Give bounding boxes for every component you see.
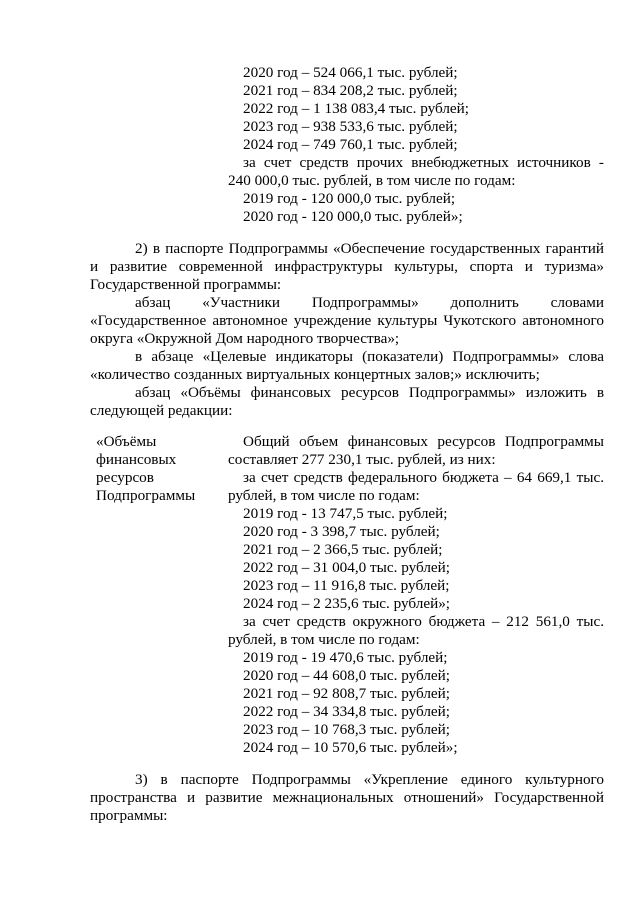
paragraph-line: 2) в паспорте Подпрограммы «Обеспечение государственных гарантий — [135, 240, 604, 257]
paragraph-line: следующей редакции: — [90, 402, 233, 419]
budget-year-line: 2020 год - 120 000,0 тыс. рублей»; — [243, 208, 463, 225]
budget-year-line: 2019 год - 19 470,6 тыс. рублей; — [243, 649, 448, 666]
paragraph-line: и развитие современной инфраструктуры культуры, спорта и туризма» — [90, 258, 604, 275]
budget-year-line: 2023 год – 938 533,6 тыс. рублей; — [243, 118, 458, 135]
budget-year-line: 2022 год – 34 334,8 тыс. рублей; — [243, 703, 451, 720]
table-cell-line: рублей, в том числе по годам: — [228, 487, 420, 504]
budget-year-line: 2021 год – 92 808,7 тыс. рублей; — [243, 685, 451, 702]
table-row-label: ресурсов — [96, 469, 154, 486]
table-row-label: «Объёмы — [96, 433, 157, 450]
paragraph-line: абзац «Объёмы финансовых ресурсов Подпрограммы» изложить в — [135, 384, 604, 401]
budget-year-line: 2019 год - 13 747,5 тыс. рублей; — [243, 505, 448, 522]
budget-year-line: 2024 год – 749 760,1 тыс. рублей; — [243, 136, 458, 153]
paragraph-line: в абзаце «Целевые индикаторы (показатели) Подпрограммы» слова — [135, 348, 604, 365]
budget-year-line: 2019 год - 120 000,0 тыс. рублей; — [243, 190, 456, 207]
budget-year-line: 2022 год – 1 138 083,4 тыс. рублей; — [243, 100, 470, 117]
paragraph-line: 3) в паспорте Подпрограммы «Укрепление единого культурного — [135, 771, 604, 788]
table-cell-line: Общий объем финансовых ресурсов Подпрограммы — [243, 433, 604, 450]
paragraph-line: Государственной программы: — [90, 276, 282, 293]
other-sources-line: за счет средств прочих внебюджетных источников - — [243, 154, 604, 171]
paragraph-line: пространства и развитие межнациональных отношений» Государственной — [90, 789, 604, 806]
paragraph-line: программы: — [90, 807, 168, 824]
budget-year-line: 2024 год – 10 570,6 тыс. рублей»; — [243, 739, 458, 756]
budget-year-line: 2024 год – 2 235,6 тыс. рублей»; — [243, 595, 451, 612]
paragraph-line: абзац «Участники Подпрограммы» дополнить словами — [135, 294, 604, 311]
table-row-label: финансовых — [96, 451, 177, 468]
budget-year-line: 2021 год – 2 366,5 тыс. рублей; — [243, 541, 443, 558]
budget-year-line: 2020 год – 44 608,0 тыс. рублей; — [243, 667, 451, 684]
budget-year-line: 2020 год - 3 398,7 тыс. рублей; — [243, 523, 440, 540]
budget-year-line: 2021 год – 834 208,2 тыс. рублей; — [243, 82, 458, 99]
table-cell-line: рублей, в том числе по годам: — [228, 631, 420, 648]
table-cell-line: за счет средств федерального бюджета – 64 669,1 тыс. — [243, 469, 604, 486]
budget-year-line: 2023 год – 11 916,8 тыс. рублей; — [243, 577, 450, 594]
paragraph-line: округа «Окружной Дом народного творчества»; — [90, 330, 400, 347]
paragraph-line: «количество созданных виртуальных концертных залов;» исключить; — [90, 366, 540, 383]
budget-year-line: 2023 год – 10 768,3 тыс. рублей; — [243, 721, 451, 738]
table-cell-line: за счет средств окружного бюджета – 212 561,0 тыс. — [243, 613, 604, 630]
table-cell-line: составляет 277 230,1 тыс. рублей, из них: — [228, 451, 496, 468]
other-sources-line: 240 000,0 тыс. рублей, в том числе по годам: — [228, 172, 516, 189]
budget-year-line: 2022 год – 31 004,0 тыс. рублей; — [243, 559, 451, 576]
paragraph-line: «Государственное автономное учреждение культуры Чукотского автономного — [90, 312, 604, 329]
budget-year-line: 2020 год – 524 066,1 тыс. рублей; — [243, 64, 458, 81]
table-row-label: Подпрограммы — [96, 487, 196, 504]
